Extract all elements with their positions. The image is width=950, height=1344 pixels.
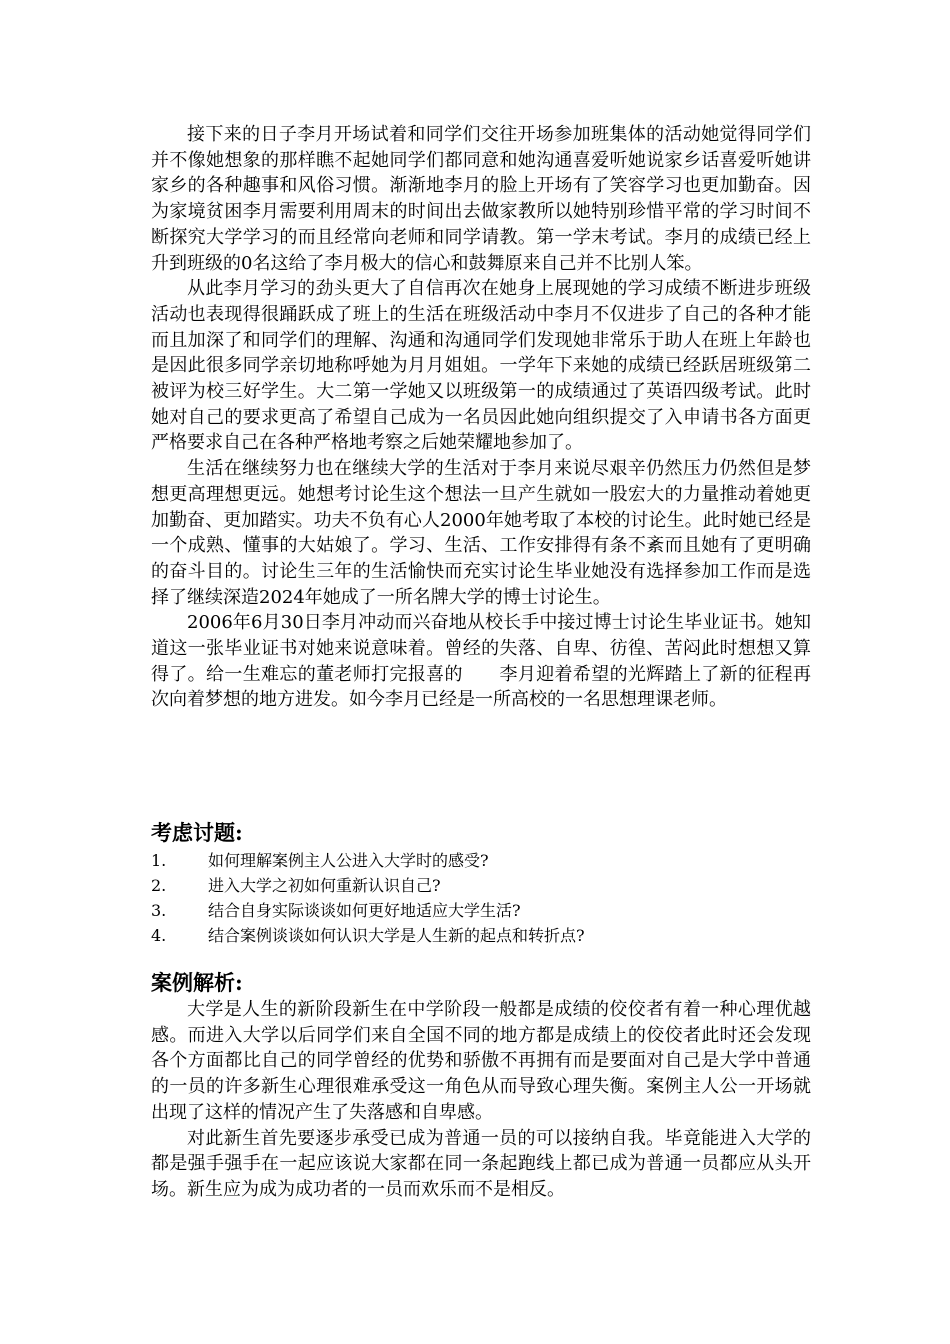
story-paragraph: 2006年6月30日李月冲动而兴奋地从校长手中接过博士讨论生毕业证书。她知道这一张毕业证书对她来说意味着。曾经的失落、自卑、彷徨、苦闷此时想想又算得了。给一生难忘的董老师打完报喜的 李月迎着希望的光辉踏上了新的征程再次向着梦想的地方进发。如今李月已经是一所高校的一名思想理课老师。 xyxy=(151,612,811,711)
analysis-paragraph: 大学是人生的新阶段新生在中学阶段一般都是成绩的佼佼者有着一种心理优越感。而进入大学以后同学们来自全国不同的地方都是成绩上的佼佼者此时还会发现各个方面都比自己的同学曾经的优势和骄傲不再拥有而是要面对自己是大学中普通的一员的许多新生心理很难承受这一角色从而导致心理失衡。案例主人公一开场就出现了这样的情况产生了失落感和自卑感。 xyxy=(151,999,811,1123)
question-number: 3. xyxy=(151,901,167,920)
analysis-heading: 案例解析: xyxy=(151,970,243,995)
question-text: 结合自身实际谈谈如何更好地适应大学生活? xyxy=(208,901,521,920)
question-item xyxy=(151,848,791,873)
question-item xyxy=(151,898,791,923)
story-paragraph: 接下来的日子李月开场试着和同学们交往开场参加班集体的活动她觉得同学们并不像她想象的那样瞧不起她同学们都同意和她沟通喜爱听她说家乡话喜爱听她讲家乡的各种趣事和风俗习惯。渐渐地李月的脸上开场有了笑容学习也更加勤奋。因为家境贫困李月需要利用周末的时间出去做家教所以她特别珍惜平常的学习时间不断探究大学学习的而且经常向老师和同学请教。第一学末考试。李月的成绩已经上升到班级的0名这给了李月极大的信心和鼓舞原来自己并不比别人笨。 xyxy=(151,124,811,274)
question-text: 进入大学之初如何重新认识自己? xyxy=(208,876,441,895)
question-item xyxy=(151,923,791,948)
question-number: 4. xyxy=(151,926,167,945)
story-body xyxy=(151,122,811,713)
question-number: 2. xyxy=(151,876,167,895)
question-text: 如何理解案例主人公进入大学时的感受? xyxy=(208,851,489,870)
questions-heading: 考虑讨题: xyxy=(151,820,243,845)
question-number: 1. xyxy=(151,851,167,870)
analysis-body xyxy=(151,997,811,1203)
analysis-paragraph: 对此新生首先要逐步承受已成为普通一员的可以接纳自我。毕竟能进入大学的都是强手强手在一起应该说大家都在同一条起跑线上都已成为普通一员都应从头开场。新生应为成为成功者的一员而欢乐而不是相反。 xyxy=(151,1127,811,1200)
question-text: 结合案例谈谈如何认识大学是人生新的起点和转折点? xyxy=(208,926,585,945)
story-paragraph: 从此李月学习的劲头更大了自信再次在她身上展现她的学习成绩不断进步班级活动也表现得很踊跃成了班上的生活在班级活动中李月不仅进步了自己的各种才能而且加深了和同学们的理解、沟通和沟通同学们发现她非常乐于助人在班上年龄也是因此很多同学亲切地称呼她为月月姐姐。一学年下来她的成绩已经跃居班级第二被评为校三好学生。大二第一学她又以班级第一的成绩通过了英语四级考试。此时她对自己的要求更高了希望自己成为一名员因此她向组织提交了入申请书各方面更严格要求自己在各种严格地考察之后她荣耀地参加了。 xyxy=(151,278,811,454)
story-paragraph: 生活在继续努力也在继续大学的生活对于李月来说尽艰辛仍然压力仍然但是梦想更高理想更远。她想考讨论生这个想法一旦产生就如一股宏大的力量推动着她更加勤奋、更加踏实。功夫不负有心人2000年她考取了本校的讨论生。此时她已经是一个成熟、懂事的大姑娘了。学习、生活、工作安排得有条不紊而且她有了更明确的奋斗目的。讨论生三年的生活愉快而充实讨论生毕业她没有选择参加工作而是选择了继续深造2024年她成了一所名牌大学的博士讨论生。 xyxy=(151,458,811,608)
question-item xyxy=(151,873,791,898)
questions-list xyxy=(151,848,791,948)
